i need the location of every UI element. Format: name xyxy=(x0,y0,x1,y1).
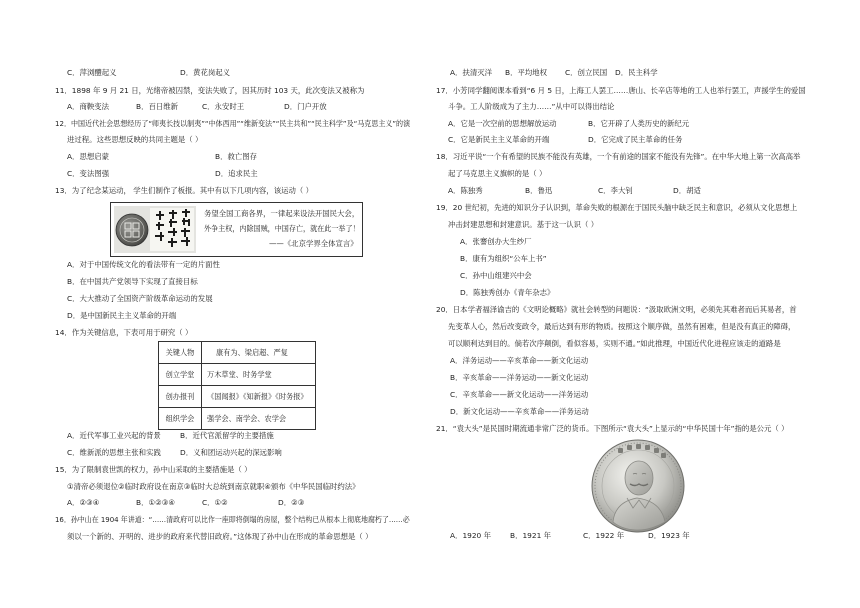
q17-option-a: A．它是一次空前的思想解放运动 xyxy=(448,119,557,128)
q13-option-a: A．对于中国传统文化的看法带有一定的片面性 xyxy=(67,260,220,269)
q20-option-a: A．洋务运动——辛亥革命——新文化运动 xyxy=(450,356,589,365)
q13-blackboard-box xyxy=(110,202,363,257)
q15-option-c: C．①② xyxy=(202,498,228,507)
q19-option-c: C．孙中山组建兴中会 xyxy=(460,271,532,280)
q16-stem-line-2: 须以一个新的、开明的、进步的政府来代替旧政府。”这体现了孙中山在形成的革命思想是（ ） xyxy=(67,532,373,541)
q15-stem: 15．为了限制袁世凯的权力，孙中山采取的主要措施是（ ） xyxy=(55,465,252,474)
q15-option-d: D．②③ xyxy=(278,498,305,507)
q16-stem-line-1: 16．孙中山在 1904 年讲道：“……清政府可以比作一座即将倒塌的房屋，整个结构已从根本上彻底地腐朽了……必 xyxy=(55,515,410,524)
q13-board-text-line-2: 外争主权，内除国贼，中国存亡，就在此一举了！ xyxy=(204,224,360,233)
q18-stem-line-2: 起了马克思主义旗帜的是（ ） xyxy=(448,169,547,178)
q11-option-b: B．百日维新 xyxy=(136,102,179,111)
q16-option-a: A．扶清灭洋 xyxy=(450,68,493,77)
q19-stem-line-1: 19．20 世纪初，先进的知识分子认识到，革命失败的根源在于国民头脑中缺乏民主和意识，必须从文化思想上 xyxy=(436,203,798,212)
q20-stem-line-3: 可以顺利达到目的。倘若次序颠倒，看似容易，实则不通。”如此推理，中国近代化进程应该走的道路是 xyxy=(448,339,781,348)
q16-option-b: B．平均地权 xyxy=(505,68,548,77)
q17-stem-line-2: 斗争。工人阶级成为了主力……”从中可以得出结论 xyxy=(448,102,615,111)
table-cell-value: 万木草堂、时务学堂 xyxy=(202,364,316,386)
q13-option-b: B．在中国共产党领导下实现了直接目标 xyxy=(67,277,198,286)
q19-option-a: A．张謇创办大生纱厂 xyxy=(460,237,532,246)
q14-key-info-table xyxy=(158,341,316,430)
table-cell-label: 创立学堂 xyxy=(159,364,202,386)
q13-stem: 13．为了纪念某运动， 学生们制作了板报。其中有以下几项内容，该运动（ ） xyxy=(55,186,313,195)
q18-option-b: B．鲁迅 xyxy=(525,186,553,195)
q21-stem: 21．“袁大头”是民国时期流通非常广泛的货币。下图所示“袁大头”上显示的“中华民国十年”指的是公元（ ） xyxy=(436,424,789,433)
q14-option-a: A．近代军事工业兴起的背景 xyxy=(67,431,161,440)
q14-stem: 14．作为关键信息，下表可用于研究（ ） xyxy=(55,328,193,337)
table-cell-value: 强学会、南学会、农学会 xyxy=(202,408,316,430)
q10-option-d: D．黄花岗起义 xyxy=(180,68,231,77)
q10-option-c: C．萍浏醴起义 xyxy=(67,68,117,77)
table-cell-label: 组织学会 xyxy=(159,408,202,430)
q11-option-a: A．商鞅变法 xyxy=(67,102,110,111)
q12-option-b: B．救亡图存 xyxy=(215,152,258,161)
q21-option-a: A．1920 年 xyxy=(450,531,491,540)
q18-option-d: D．胡适 xyxy=(673,186,701,195)
q15-option-a: A．②③④ xyxy=(67,498,100,507)
q13-board-source: ——《北京学界全体宣言》 xyxy=(269,239,358,248)
q18-option-c: C．李大钊 xyxy=(598,186,633,195)
q21-option-d: D．1923 年 xyxy=(648,531,690,540)
q12-stem-line-1: 12．中国近代社会思想经历了“师夷长技以制夷”“中体西用”“维新变法”“民主共和”“民主科学”及“马克思主义”的演 xyxy=(55,119,411,128)
table-row xyxy=(159,386,316,408)
q19-option-d: D．陈独秀创办《青年杂志》 xyxy=(460,288,555,297)
table-cell-value: 康有为、梁启超、严复 xyxy=(202,342,316,364)
q15-option-b: B．①②③④ xyxy=(136,498,175,507)
q19-stem-line-2: 冲击封建思想和封建意识。基于这一认识（ ） xyxy=(448,220,599,229)
q20-stem-line-2: 先变革人心，然后改变政令，最后达到有形的物质。按照这个顺序做，虽然有困难，但是没有真正的障碍， xyxy=(448,322,796,331)
q20-option-b: B．辛亥革命——洋务运动——新文化运动 xyxy=(450,373,589,382)
q13-board-text-line-1: 务望全国工商各界，一律起来设法开国民大会， xyxy=(204,209,360,218)
q11-stem: 11．1898 年 9 月 21 日，光绪帝被囚禁，变法失败了，因其历时 103 天，此次变法又被称为 xyxy=(55,86,365,95)
q11-option-c: C．永安时王 xyxy=(202,102,245,111)
q21-option-c: C．1922 年 xyxy=(583,531,625,540)
q13-option-c: C．大大推动了全国资产阶级革命运动的发展 xyxy=(67,294,213,303)
q14-option-d: D．义和团运动兴起的深远影响 xyxy=(180,448,282,457)
q12-option-a: A．思想启蒙 xyxy=(67,152,110,161)
q19-option-b: B．康有为组织“公车上书” xyxy=(460,254,547,263)
q17-option-b: B．它开辟了人类历史的新纪元 xyxy=(588,119,690,128)
right-column xyxy=(425,60,808,550)
q15-statements: ①清帝必须退位②临时政府设在南京③临时大总统到南京就职④颁布《中华民国临时约法》 xyxy=(67,482,360,491)
q18-stem-line-1: 18．习近平说“一个有希望的民族不能没有英雄，一个有前途的国家不能没有先锋”。在中华大地上第一次高高举 xyxy=(436,152,801,161)
q20-option-c: C．辛亥革命——新文化运动——洋务运动 xyxy=(450,390,589,399)
yuan-datou-coin-image xyxy=(585,438,691,534)
q12-stem-line-2: 进过程。这些思想反映的共同主题是（ ） xyxy=(67,135,203,144)
table-row xyxy=(159,408,316,430)
q17-option-c: C．它是新民主主义革命的开端 xyxy=(448,135,550,144)
left-column xyxy=(40,60,412,550)
table-cell-label: 关键人物 xyxy=(159,342,202,364)
q20-stem-line-1: 20．日本学者福泽谕吉的《文明论概略》就社会转型的问题说：“汲取欧洲文明，必须先其难者而后其易者，首 xyxy=(436,305,797,314)
q16-option-c: C．创立民国 xyxy=(565,68,608,77)
q14-option-c: C．维新派的思想主张和实践 xyxy=(67,448,161,457)
q17-option-d: D．它完成了民主革命的任务 xyxy=(588,135,683,144)
table-cell-value: 《国闻报》《知新报》《时务报》 xyxy=(202,386,316,408)
q11-option-d: D．门户开放 xyxy=(284,102,327,111)
q16-option-d: D．民主科学 xyxy=(615,68,658,77)
q12-option-c: C．变法图强 xyxy=(67,169,110,178)
q13-option-d: D．是中国新民主主义革命的开端 xyxy=(67,311,177,320)
q17-stem-line-1: 17．小芳同学翻阅课本看到“6 月 5 日，上海工人罢工……唐山、长辛店等地的工人也举行罢工，声援学生的爱国 xyxy=(436,86,806,95)
q12-option-d: D．追求民主 xyxy=(215,169,258,178)
table-row xyxy=(159,342,316,364)
table-cell-label: 创办报刊 xyxy=(159,386,202,408)
q14-option-b: B．近代官派留学的主要措施 xyxy=(180,431,274,440)
q18-option-a: A．陈独秀 xyxy=(448,186,483,195)
q13-board-image xyxy=(114,206,196,253)
table-row xyxy=(159,364,316,386)
q20-option-d: D．新文化运动——辛亥革命——洋务运动 xyxy=(450,407,589,416)
q21-option-b: B．1921 年 xyxy=(510,531,552,540)
